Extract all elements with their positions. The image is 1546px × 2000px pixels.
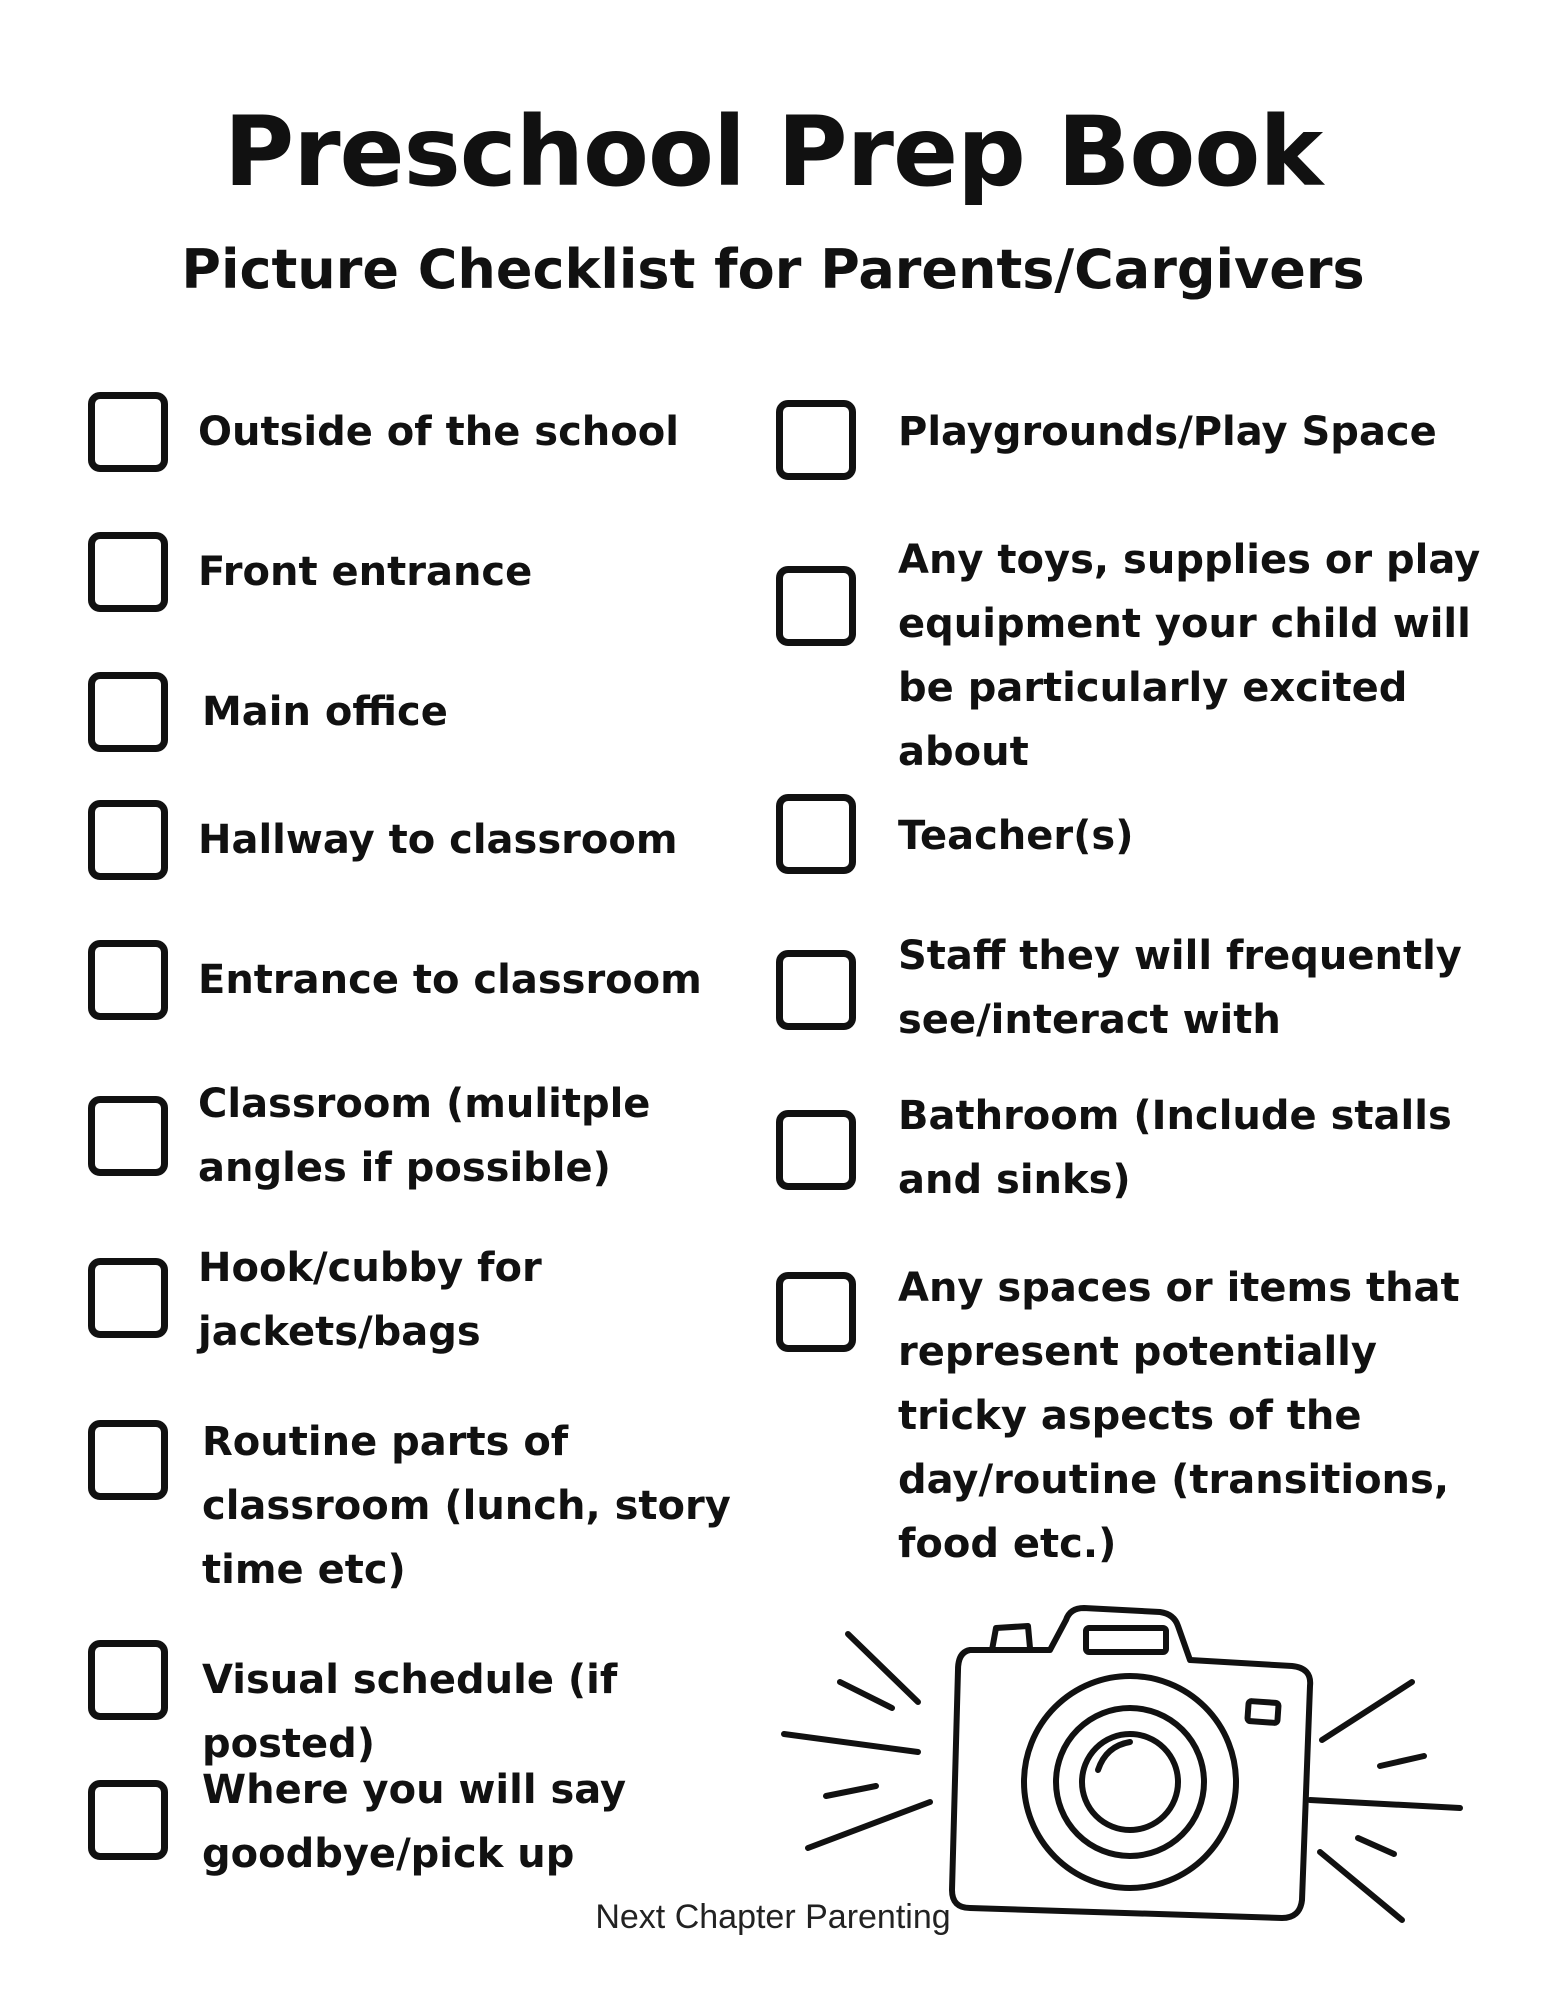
checklist-label: Hallway to classroom bbox=[198, 817, 678, 863]
checkbox[interactable] bbox=[88, 532, 168, 612]
checkbox[interactable] bbox=[88, 1640, 168, 1720]
page-title: Preschool Prep Book bbox=[223, 96, 1323, 208]
checkbox[interactable] bbox=[88, 672, 168, 752]
checklist-label: Front entrance bbox=[198, 549, 533, 595]
checklist-label: Playgrounds/Play Space bbox=[898, 409, 1437, 455]
checklist-label: Any spaces or items that represent potentially tricky aspects of the day/routine (transitions, food etc.) bbox=[898, 1265, 1460, 1567]
checkbox[interactable] bbox=[88, 1096, 168, 1176]
checkbox[interactable] bbox=[776, 794, 856, 874]
checklist-label: Any toys, supplies or play equipment your child will be particularly excited about bbox=[898, 537, 1481, 775]
checklist-label: Routine parts of classroom (lunch, story time etc) bbox=[202, 1419, 731, 1593]
camera-icon bbox=[780, 1590, 1480, 1940]
checkbox[interactable] bbox=[88, 1780, 168, 1860]
checkbox[interactable] bbox=[776, 950, 856, 1030]
checkbox[interactable] bbox=[776, 566, 856, 646]
checkbox[interactable] bbox=[88, 1258, 168, 1338]
checklist-label: Staff they will frequently see/interact with bbox=[898, 933, 1462, 1043]
checkbox[interactable] bbox=[776, 1272, 856, 1352]
checklist-label: Main office bbox=[202, 689, 448, 735]
page-subtitle: Picture Checklist for Parents/Cargivers bbox=[181, 238, 1365, 301]
checklist-label: Entrance to classroom bbox=[198, 957, 702, 1003]
checklist-label: Teacher(s) bbox=[898, 813, 1134, 859]
footer-brand: Next Chapter Parenting bbox=[595, 1898, 951, 1936]
checkbox[interactable] bbox=[776, 400, 856, 480]
checklist-label: Outside of the school bbox=[198, 409, 679, 455]
checklist-label: Classroom (mulitple angles if possible) bbox=[198, 1081, 651, 1191]
checklist-label: Bathroom (Include stalls and sinks) bbox=[898, 1093, 1452, 1203]
checkbox[interactable] bbox=[88, 392, 168, 472]
checklist-label: Hook/cubby for jackets/bags bbox=[198, 1245, 542, 1355]
checkbox[interactable] bbox=[88, 1420, 168, 1500]
checkbox[interactable] bbox=[88, 940, 168, 1020]
checklist-label: Visual schedule (if posted) bbox=[202, 1657, 618, 1767]
checkbox[interactable] bbox=[88, 800, 168, 880]
checklist-label: Where you will say goodbye/pick up bbox=[202, 1767, 627, 1877]
checkbox[interactable] bbox=[776, 1110, 856, 1190]
